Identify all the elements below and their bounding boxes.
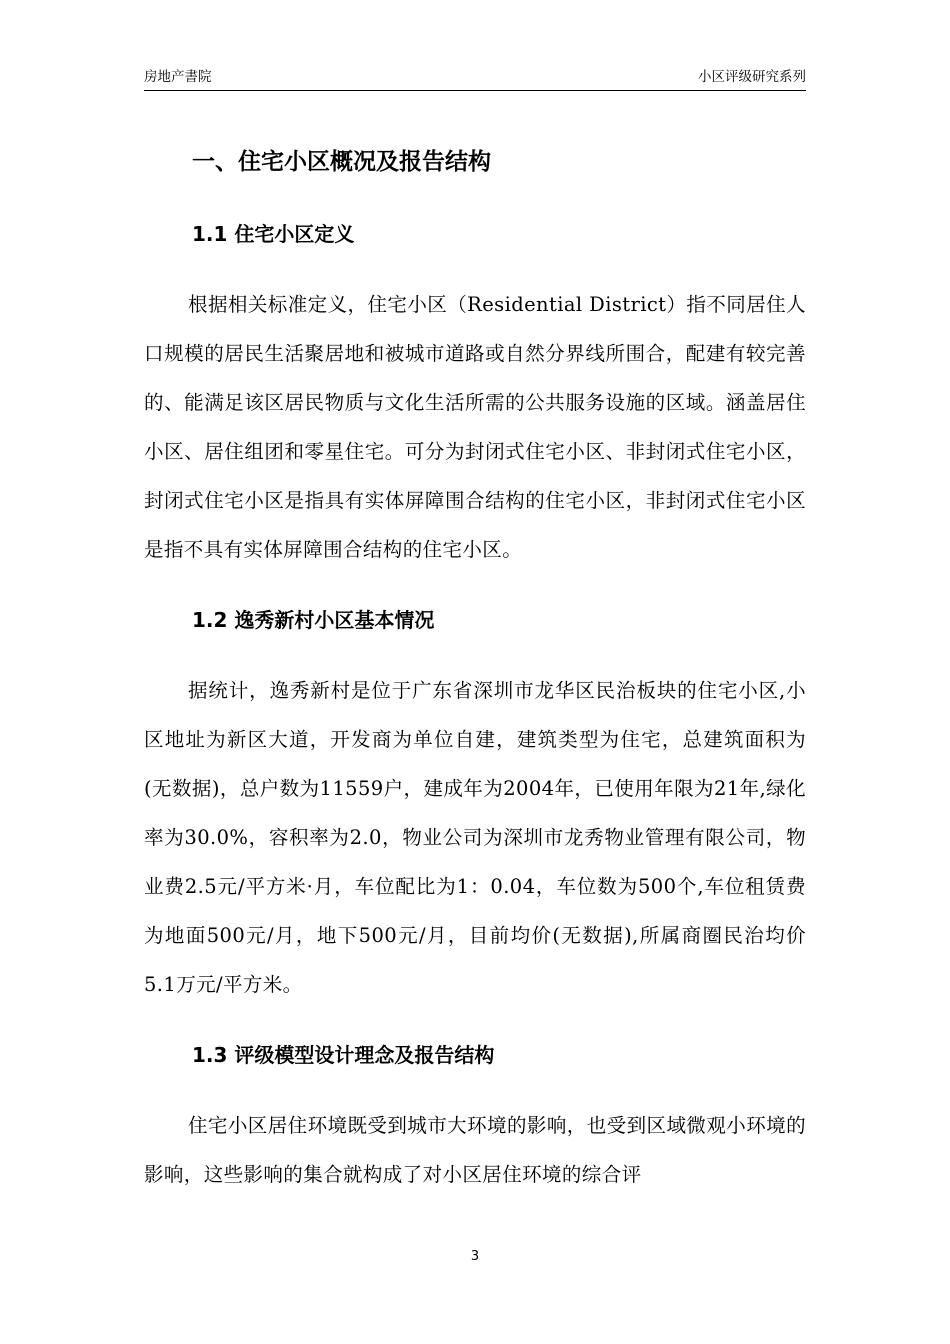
- section-paragraph-1-2: 据统计，逸秀新村是位于广东省深圳市龙华区民治板块的住宅小区,小区地址为新区大道，开发商为单位自建，建筑类型为住宅，总建筑面积为(无数据)，总户数为11559户，建成年为2004年，已使用年限为21年,绿化率为30.0%，容积率为2.0，物业公司为深圳市龙秀物业管理有限公司，物业费2.5元/平方米·月，车位配比为1：0.04，车位数为500个,车位租赁费为地面500元/月，地下500元/月，目前均价(无数据),所属商圈民治均价5.1万元/平方米。: [144, 679, 806, 996]
- document-body: [144, 140, 806, 1199]
- section-title-1-3: 1.3 评级模型设计理念及报告结构: [192, 1043, 495, 1067]
- header-series: 小区评级研究系列: [698, 69, 806, 85]
- section-title-1-1: 1.1 住宅小区定义: [192, 222, 355, 246]
- section-paragraph-1-3: 住宅小区居住环境既受到城市大环境的影响，也受到区域微观小环境的影响，这些影响的集合就构成了对小区居住环境的综合评: [144, 1114, 806, 1186]
- page-number: 3: [470, 1249, 480, 1264]
- chapter-title: 一、住宅小区概况及报告结构: [192, 149, 491, 175]
- page-header: [144, 66, 806, 91]
- section-paragraph-1-1: 根据相关标准定义，住宅小区（Residential District）指不同居住人口规模的居民生活聚居地和被城市道路或自然分界线所围合，配建有较完善的、能满足该区居民物质与文化生活所需的公共服务设施的区域。涵盖居住小区、居住组团和零星住宅。可分为封闭式住宅小区、非封闭式住宅小区，封闭式住宅小区是指具有实体屏障围合结构的住宅小区，非封闭式住宅小区是指不具有实体屏障围合结构的住宅小区。: [144, 293, 806, 561]
- header-publisher: 房地产書院: [144, 69, 212, 85]
- section-title-1-2: 1.2 逸秀新村小区基本情况: [192, 608, 435, 632]
